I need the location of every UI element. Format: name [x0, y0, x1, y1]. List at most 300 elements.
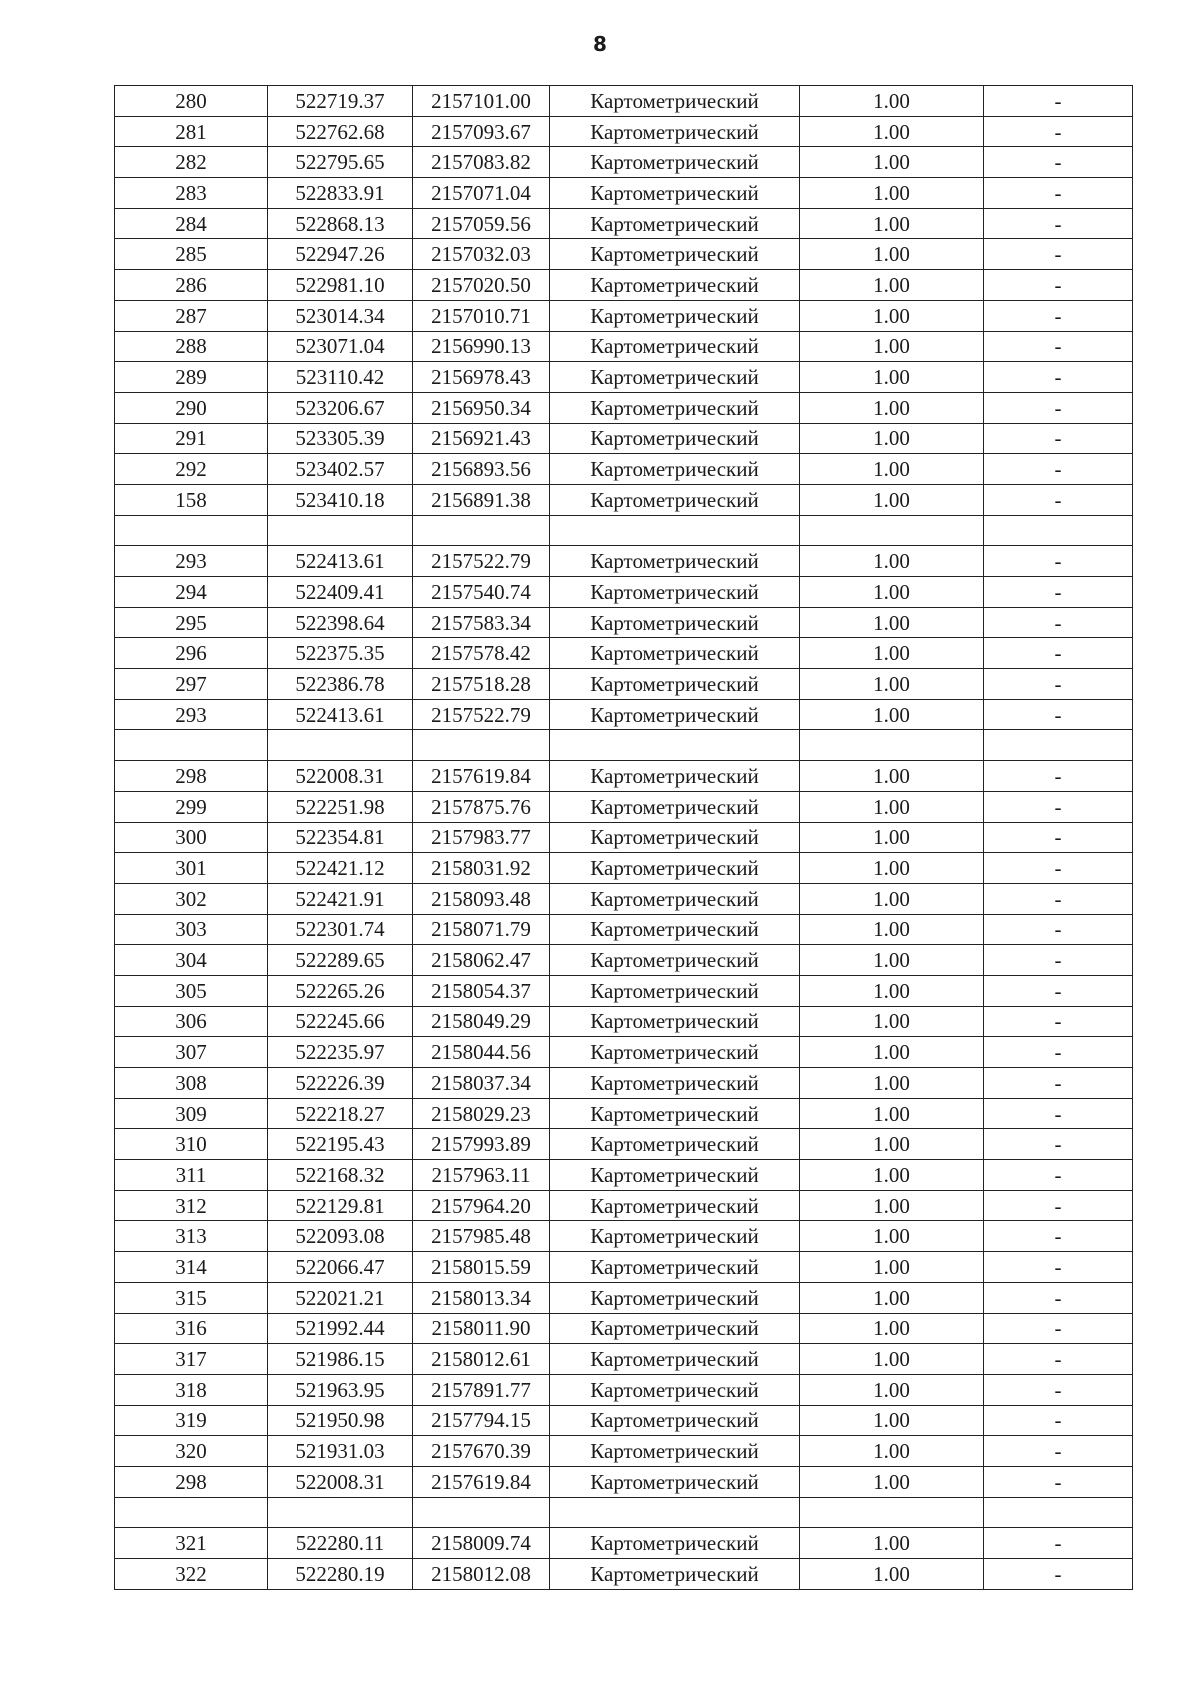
accuracy-cell: 1.00	[800, 208, 984, 239]
point-number-cell: 305	[115, 975, 268, 1006]
y-coordinate-cell: 2157963.11	[413, 1160, 550, 1191]
table-row	[115, 1436, 1133, 1467]
x-coordinate-cell: 522168.32	[268, 1160, 413, 1191]
y-coordinate-cell: 2156921.43	[413, 423, 550, 454]
x-coordinate-cell: 522421.12	[268, 853, 413, 884]
method-cell: Картометрический	[550, 116, 800, 147]
x-coordinate-cell	[268, 730, 413, 761]
accuracy-cell: 1.00	[800, 761, 984, 792]
x-coordinate-cell: 522947.26	[268, 239, 413, 270]
y-coordinate-cell: 2158015.59	[413, 1252, 550, 1283]
point-number-cell: 293	[115, 546, 268, 577]
method-cell: Картометрический	[550, 270, 800, 301]
point-number-cell: 314	[115, 1252, 268, 1283]
point-number-cell: 292	[115, 454, 268, 485]
method-cell: Картометрический	[550, 607, 800, 638]
accuracy-cell: 1.00	[800, 239, 984, 270]
x-coordinate-cell: 523402.57	[268, 454, 413, 485]
x-coordinate-cell: 521931.03	[268, 1436, 413, 1467]
x-coordinate-cell: 522375.35	[268, 638, 413, 669]
method-cell: Картометрический	[550, 300, 800, 331]
table-row	[115, 853, 1133, 884]
point-number-cell: 295	[115, 607, 268, 638]
method-cell: Картометрический	[550, 331, 800, 362]
coordinates-table-body	[115, 86, 1133, 1590]
point-number-cell: 287	[115, 300, 268, 331]
point-number-cell: 298	[115, 1466, 268, 1497]
table-row	[115, 1190, 1133, 1221]
y-coordinate-cell	[413, 515, 550, 546]
table-row	[115, 1160, 1133, 1191]
method-cell	[550, 730, 800, 761]
description-cell: -	[984, 1559, 1133, 1590]
method-cell: Картометрический	[550, 546, 800, 577]
description-cell: -	[984, 761, 1133, 792]
description-cell: -	[984, 1068, 1133, 1099]
table-row	[115, 178, 1133, 209]
table-row	[115, 1221, 1133, 1252]
description-cell: -	[984, 454, 1133, 485]
description-cell: -	[984, 1129, 1133, 1160]
x-coordinate-cell: 523014.34	[268, 300, 413, 331]
description-cell	[984, 730, 1133, 761]
point-number-cell: 285	[115, 239, 268, 270]
accuracy-cell: 1.00	[800, 699, 984, 730]
point-number-cell: 321	[115, 1528, 268, 1559]
x-coordinate-cell: 522719.37	[268, 86, 413, 117]
description-cell: -	[984, 546, 1133, 577]
point-number-cell: 280	[115, 86, 268, 117]
accuracy-cell: 1.00	[800, 1037, 984, 1068]
table-row	[115, 423, 1133, 454]
point-number-cell	[115, 1497, 268, 1528]
point-number-cell: 307	[115, 1037, 268, 1068]
point-number-cell: 281	[115, 116, 268, 147]
x-coordinate-cell: 522218.27	[268, 1098, 413, 1129]
table-row	[115, 699, 1133, 730]
table-row	[115, 1313, 1133, 1344]
x-coordinate-cell: 522795.65	[268, 147, 413, 178]
method-cell	[550, 515, 800, 546]
accuracy-cell: 1.00	[800, 1559, 984, 1590]
method-cell: Картометрический	[550, 761, 800, 792]
y-coordinate-cell: 2157101.00	[413, 86, 550, 117]
point-number-cell	[115, 515, 268, 546]
accuracy-cell: 1.00	[800, 1098, 984, 1129]
y-coordinate-cell	[413, 1497, 550, 1528]
x-coordinate-cell	[268, 515, 413, 546]
table-row	[115, 577, 1133, 608]
y-coordinate-cell: 2158029.23	[413, 1098, 550, 1129]
description-cell: -	[984, 1528, 1133, 1559]
table-row	[115, 147, 1133, 178]
description-cell	[984, 1497, 1133, 1528]
table-row	[115, 1405, 1133, 1436]
point-number-cell: 286	[115, 270, 268, 301]
y-coordinate-cell: 2157093.67	[413, 116, 550, 147]
method-cell: Картометрический	[550, 1129, 800, 1160]
description-cell: -	[984, 331, 1133, 362]
x-coordinate-cell: 522833.91	[268, 178, 413, 209]
description-cell: -	[984, 975, 1133, 1006]
description-cell: -	[984, 1190, 1133, 1221]
point-number-cell: 312	[115, 1190, 268, 1221]
point-number-cell: 158	[115, 484, 268, 515]
point-number-cell: 298	[115, 761, 268, 792]
description-cell: -	[984, 270, 1133, 301]
x-coordinate-cell: 522354.81	[268, 822, 413, 853]
y-coordinate-cell: 2158013.34	[413, 1282, 550, 1313]
accuracy-cell: 1.00	[800, 607, 984, 638]
table-row	[115, 86, 1133, 117]
x-coordinate-cell	[268, 1497, 413, 1528]
point-number-cell: 301	[115, 853, 268, 884]
table-row	[115, 1466, 1133, 1497]
method-cell: Картометрический	[550, 1068, 800, 1099]
accuracy-cell	[800, 730, 984, 761]
y-coordinate-cell: 2157964.20	[413, 1190, 550, 1221]
description-cell: -	[984, 699, 1133, 730]
x-coordinate-cell: 522066.47	[268, 1252, 413, 1283]
x-coordinate-cell: 522251.98	[268, 791, 413, 822]
y-coordinate-cell: 2158044.56	[413, 1037, 550, 1068]
y-coordinate-cell: 2158037.34	[413, 1068, 550, 1099]
y-coordinate-cell: 2156893.56	[413, 454, 550, 485]
table-row	[115, 669, 1133, 700]
table-row	[115, 1129, 1133, 1160]
table-row	[115, 761, 1133, 792]
description-cell	[984, 515, 1133, 546]
x-coordinate-cell: 522129.81	[268, 1190, 413, 1221]
description-cell: -	[984, 300, 1133, 331]
point-number-cell: 316	[115, 1313, 268, 1344]
y-coordinate-cell: 2157875.76	[413, 791, 550, 822]
page-number: 8	[593, 32, 607, 56]
method-cell: Картометрический	[550, 1313, 800, 1344]
accuracy-cell: 1.00	[800, 669, 984, 700]
description-cell: -	[984, 853, 1133, 884]
accuracy-cell: 1.00	[800, 300, 984, 331]
table-row	[115, 239, 1133, 270]
point-number-cell: 288	[115, 331, 268, 362]
point-number-cell: 315	[115, 1282, 268, 1313]
method-cell: Картометрический	[550, 239, 800, 270]
x-coordinate-cell: 522289.65	[268, 945, 413, 976]
description-cell: -	[984, 1006, 1133, 1037]
method-cell: Картометрический	[550, 1221, 800, 1252]
x-coordinate-cell: 522008.31	[268, 761, 413, 792]
x-coordinate-cell: 523410.18	[268, 484, 413, 515]
table-row	[115, 1252, 1133, 1283]
point-number-cell: 283	[115, 178, 268, 209]
y-coordinate-cell: 2156950.34	[413, 392, 550, 423]
description-cell: -	[984, 638, 1133, 669]
x-coordinate-cell: 521986.15	[268, 1344, 413, 1375]
y-coordinate-cell: 2158011.90	[413, 1313, 550, 1344]
x-coordinate-cell: 522981.10	[268, 270, 413, 301]
method-cell: Картометрический	[550, 178, 800, 209]
method-cell: Картометрический	[550, 208, 800, 239]
method-cell: Картометрический	[550, 1405, 800, 1436]
accuracy-cell: 1.00	[800, 147, 984, 178]
accuracy-cell: 1.00	[800, 945, 984, 976]
point-number-cell: 302	[115, 883, 268, 914]
description-cell: -	[984, 1466, 1133, 1497]
coordinates-table	[114, 85, 1133, 1590]
point-number-cell: 320	[115, 1436, 268, 1467]
table-row	[115, 331, 1133, 362]
table-row	[115, 1374, 1133, 1405]
description-cell: -	[984, 1098, 1133, 1129]
table-row	[115, 975, 1133, 1006]
y-coordinate-cell: 2157670.39	[413, 1436, 550, 1467]
method-cell: Картометрический	[550, 1436, 800, 1467]
description-cell: -	[984, 1037, 1133, 1068]
x-coordinate-cell: 522245.66	[268, 1006, 413, 1037]
description-cell: -	[984, 1374, 1133, 1405]
description-cell: -	[984, 392, 1133, 423]
y-coordinate-cell: 2158049.29	[413, 1006, 550, 1037]
x-coordinate-cell: 521950.98	[268, 1405, 413, 1436]
description-cell: -	[984, 147, 1133, 178]
method-cell: Картометрический	[550, 1160, 800, 1191]
point-number-cell	[115, 730, 268, 761]
x-coordinate-cell: 521963.95	[268, 1374, 413, 1405]
accuracy-cell: 1.00	[800, 853, 984, 884]
point-number-cell: 308	[115, 1068, 268, 1099]
x-coordinate-cell: 522265.26	[268, 975, 413, 1006]
accuracy-cell: 1.00	[800, 1466, 984, 1497]
y-coordinate-cell: 2157071.04	[413, 178, 550, 209]
accuracy-cell: 1.00	[800, 484, 984, 515]
accuracy-cell: 1.00	[800, 975, 984, 1006]
y-coordinate-cell: 2158031.92	[413, 853, 550, 884]
y-coordinate-cell: 2156990.13	[413, 331, 550, 362]
method-cell: Картометрический	[550, 975, 800, 1006]
x-coordinate-cell: 522008.31	[268, 1466, 413, 1497]
point-number-cell: 319	[115, 1405, 268, 1436]
table-row	[115, 1282, 1133, 1313]
description-cell: -	[984, 1405, 1133, 1436]
method-cell: Картометрический	[550, 454, 800, 485]
y-coordinate-cell: 2157020.50	[413, 270, 550, 301]
y-coordinate-cell: 2157522.79	[413, 699, 550, 730]
x-coordinate-cell: 522226.39	[268, 1068, 413, 1099]
x-coordinate-cell: 522235.97	[268, 1037, 413, 1068]
description-cell: -	[984, 1436, 1133, 1467]
accuracy-cell: 1.00	[800, 1528, 984, 1559]
method-cell: Картометрический	[550, 577, 800, 608]
accuracy-cell: 1.00	[800, 577, 984, 608]
accuracy-cell: 1.00	[800, 331, 984, 362]
method-cell: Картометрический	[550, 699, 800, 730]
accuracy-cell: 1.00	[800, 1344, 984, 1375]
description-cell: -	[984, 914, 1133, 945]
table-row	[115, 1344, 1133, 1375]
accuracy-cell: 1.00	[800, 822, 984, 853]
accuracy-cell: 1.00	[800, 270, 984, 301]
accuracy-cell: 1.00	[800, 1221, 984, 1252]
table-row	[115, 300, 1133, 331]
y-coordinate-cell: 2158071.79	[413, 914, 550, 945]
method-cell: Картометрический	[550, 1344, 800, 1375]
point-number-cell: 282	[115, 147, 268, 178]
method-cell: Картометрический	[550, 484, 800, 515]
method-cell: Картометрический	[550, 853, 800, 884]
table-row	[115, 1068, 1133, 1099]
accuracy-cell: 1.00	[800, 1129, 984, 1160]
x-coordinate-cell: 522421.91	[268, 883, 413, 914]
accuracy-cell: 1.00	[800, 1006, 984, 1037]
accuracy-cell: 1.00	[800, 1282, 984, 1313]
description-cell: -	[984, 1221, 1133, 1252]
description-cell: -	[984, 669, 1133, 700]
y-coordinate-cell: 2158054.37	[413, 975, 550, 1006]
accuracy-cell	[800, 1497, 984, 1528]
method-cell: Картометрический	[550, 1037, 800, 1068]
point-number-cell: 290	[115, 392, 268, 423]
y-coordinate-cell: 2157522.79	[413, 546, 550, 577]
table-row	[115, 1006, 1133, 1037]
y-coordinate-cell: 2157083.82	[413, 147, 550, 178]
table-row	[115, 883, 1133, 914]
table-row	[115, 392, 1133, 423]
accuracy-cell: 1.00	[800, 423, 984, 454]
description-cell: -	[984, 116, 1133, 147]
point-number-cell: 309	[115, 1098, 268, 1129]
method-cell: Картометрический	[550, 945, 800, 976]
y-coordinate-cell: 2157518.28	[413, 669, 550, 700]
description-cell: -	[984, 1313, 1133, 1344]
table-row	[115, 1559, 1133, 1590]
method-cell: Картометрический	[550, 1098, 800, 1129]
description-cell: -	[984, 791, 1133, 822]
accuracy-cell: 1.00	[800, 454, 984, 485]
x-coordinate-cell: 522301.74	[268, 914, 413, 945]
table-row	[115, 116, 1133, 147]
table-row	[115, 484, 1133, 515]
description-cell: -	[984, 945, 1133, 976]
table-row	[115, 454, 1133, 485]
table-row	[115, 1037, 1133, 1068]
accuracy-cell: 1.00	[800, 178, 984, 209]
table-row	[115, 945, 1133, 976]
y-coordinate-cell: 2157540.74	[413, 577, 550, 608]
table-row	[115, 1098, 1133, 1129]
y-coordinate-cell: 2157032.03	[413, 239, 550, 270]
separator-row	[115, 730, 1133, 761]
description-cell: -	[984, 1252, 1133, 1283]
description-cell: -	[984, 208, 1133, 239]
point-number-cell: 299	[115, 791, 268, 822]
point-number-cell: 304	[115, 945, 268, 976]
method-cell: Картометрический	[550, 822, 800, 853]
description-cell: -	[984, 362, 1133, 393]
accuracy-cell	[800, 515, 984, 546]
table-row	[115, 914, 1133, 945]
point-number-cell: 310	[115, 1129, 268, 1160]
table-row	[115, 270, 1133, 301]
separator-row	[115, 1497, 1133, 1528]
y-coordinate-cell: 2157010.71	[413, 300, 550, 331]
method-cell: Картометрический	[550, 1559, 800, 1590]
accuracy-cell: 1.00	[800, 791, 984, 822]
method-cell: Картометрический	[550, 669, 800, 700]
y-coordinate-cell: 2158009.74	[413, 1528, 550, 1559]
accuracy-cell: 1.00	[800, 546, 984, 577]
point-number-cell: 293	[115, 699, 268, 730]
table-row	[115, 791, 1133, 822]
accuracy-cell: 1.00	[800, 914, 984, 945]
point-number-cell: 300	[115, 822, 268, 853]
x-coordinate-cell: 523071.04	[268, 331, 413, 362]
y-coordinate-cell: 2158093.48	[413, 883, 550, 914]
x-coordinate-cell: 523206.67	[268, 392, 413, 423]
accuracy-cell: 1.00	[800, 1068, 984, 1099]
method-cell: Картометрический	[550, 638, 800, 669]
x-coordinate-cell: 522413.61	[268, 546, 413, 577]
y-coordinate-cell: 2157794.15	[413, 1405, 550, 1436]
accuracy-cell: 1.00	[800, 1436, 984, 1467]
accuracy-cell: 1.00	[800, 1313, 984, 1344]
x-coordinate-cell: 522021.21	[268, 1282, 413, 1313]
y-coordinate-cell: 2157619.84	[413, 761, 550, 792]
x-coordinate-cell: 522280.11	[268, 1528, 413, 1559]
method-cell: Картометрический	[550, 362, 800, 393]
accuracy-cell: 1.00	[800, 116, 984, 147]
accuracy-cell: 1.00	[800, 1160, 984, 1191]
method-cell: Картометрический	[550, 423, 800, 454]
y-coordinate-cell: 2156891.38	[413, 484, 550, 515]
point-number-cell: 322	[115, 1559, 268, 1590]
y-coordinate-cell: 2157985.48	[413, 1221, 550, 1252]
y-coordinate-cell: 2158062.47	[413, 945, 550, 976]
description-cell: -	[984, 822, 1133, 853]
point-number-cell: 284	[115, 208, 268, 239]
accuracy-cell: 1.00	[800, 1252, 984, 1283]
table-row	[115, 362, 1133, 393]
separator-row	[115, 515, 1133, 546]
description-cell: -	[984, 423, 1133, 454]
y-coordinate-cell: 2157993.89	[413, 1129, 550, 1160]
point-number-cell: 297	[115, 669, 268, 700]
description-cell: -	[984, 484, 1133, 515]
x-coordinate-cell: 522762.68	[268, 116, 413, 147]
y-coordinate-cell: 2158012.61	[413, 1344, 550, 1375]
method-cell: Картометрический	[550, 1466, 800, 1497]
description-cell: -	[984, 577, 1133, 608]
point-number-cell: 296	[115, 638, 268, 669]
y-coordinate-cell: 2157578.42	[413, 638, 550, 669]
point-number-cell: 289	[115, 362, 268, 393]
x-coordinate-cell: 522280.19	[268, 1559, 413, 1590]
description-cell: -	[984, 1160, 1133, 1191]
method-cell: Картометрический	[550, 883, 800, 914]
accuracy-cell: 1.00	[800, 1405, 984, 1436]
table-row	[115, 208, 1133, 239]
description-cell: -	[984, 239, 1133, 270]
method-cell: Картометрический	[550, 392, 800, 423]
x-coordinate-cell: 522093.08	[268, 1221, 413, 1252]
point-number-cell: 303	[115, 914, 268, 945]
table-row	[115, 638, 1133, 669]
y-coordinate-cell: 2157983.77	[413, 822, 550, 853]
point-number-cell: 317	[115, 1344, 268, 1375]
y-coordinate-cell	[413, 730, 550, 761]
accuracy-cell: 1.00	[800, 883, 984, 914]
point-number-cell: 291	[115, 423, 268, 454]
accuracy-cell: 1.00	[800, 86, 984, 117]
